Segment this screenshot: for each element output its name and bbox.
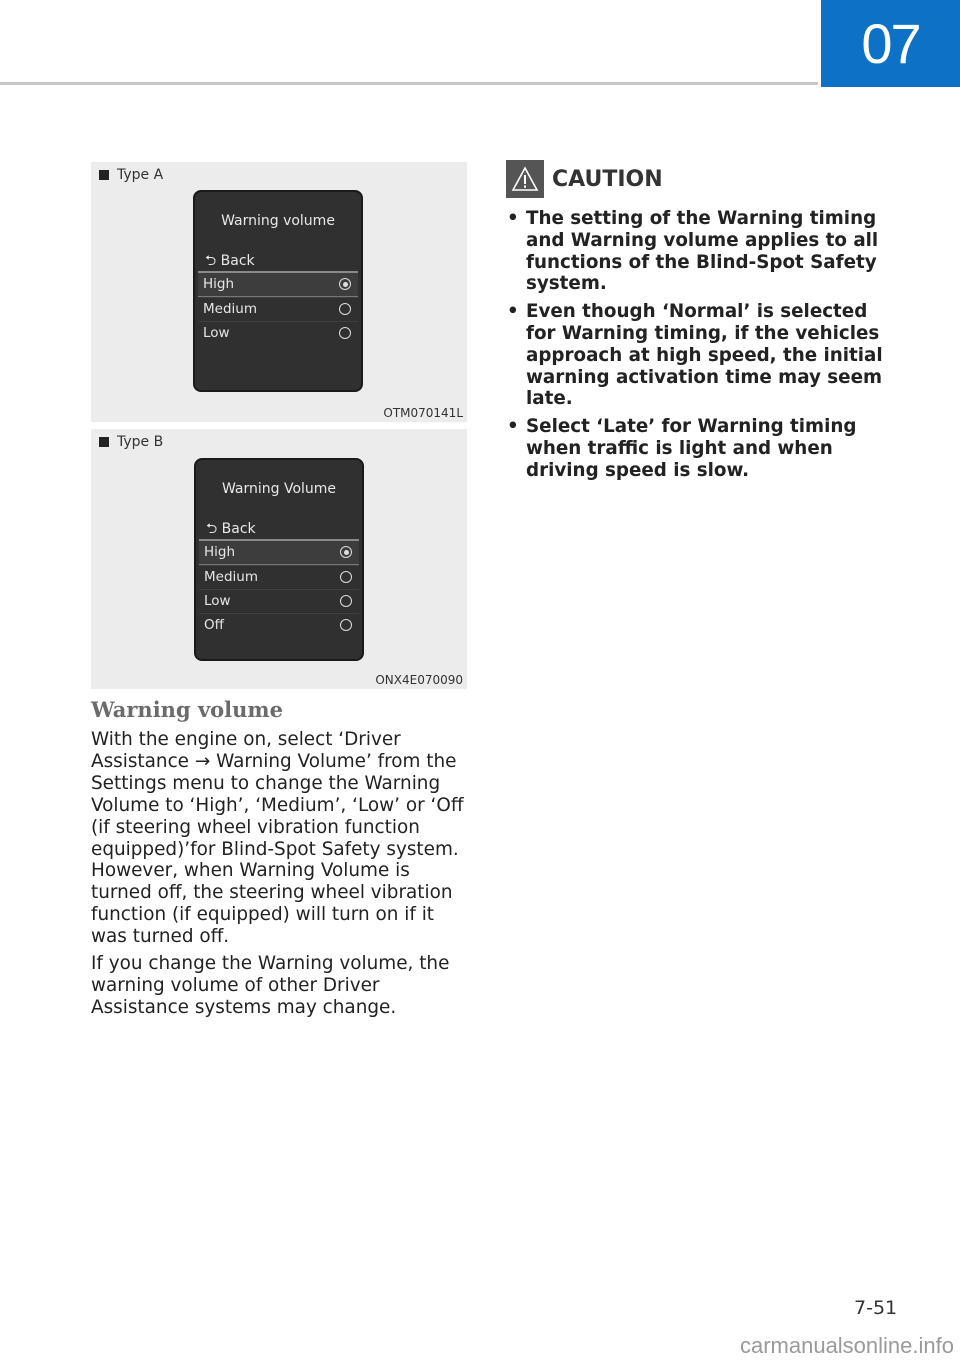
radio-empty-icon: [340, 619, 352, 631]
option-high: [199, 539, 359, 565]
figure-label-text: Type A: [117, 167, 164, 183]
option-low: [198, 321, 358, 345]
section-heading: Warning volume: [91, 697, 283, 722]
header-divider: [0, 82, 818, 85]
back-option: ⮌ Back: [205, 253, 255, 269]
option-label: Low: [204, 593, 231, 609]
screen-title: Warning Volume: [221, 481, 337, 497]
cluster-screen: [196, 460, 362, 659]
caution-title: CAUTION: [552, 166, 663, 192]
caution-item: • Even though ‘Normal’ is selected for Warning timing, if the vehicles approach at high speed, the initial warning activation time may seem late.: [506, 301, 886, 410]
square-bullet-icon: [99, 170, 109, 180]
radio-selected-icon: [340, 546, 352, 558]
back-option: ⮌ Back: [206, 521, 256, 537]
option-high: [198, 271, 358, 297]
figure-type-a: [91, 162, 467, 422]
option-list: [199, 539, 359, 637]
cluster-screen: [195, 192, 361, 390]
option-label: Medium: [203, 301, 257, 317]
option-label: High: [203, 276, 235, 292]
figure-type-b: [91, 429, 467, 689]
figure-label: [99, 434, 163, 450]
option-off: [199, 613, 359, 637]
caution-item: • The setting of the Warning timing and Warning volume applies to all functions of the Blind-Spot Safety system.: [506, 208, 886, 295]
option-label: High: [204, 544, 236, 560]
option-medium: [199, 565, 359, 589]
radio-selected-icon: [339, 278, 351, 290]
radio-empty-icon: [339, 327, 351, 339]
figure-code: OTM070141L: [383, 406, 463, 420]
option-low: [199, 589, 359, 613]
watermark: carmanualsonline.info: [739, 1333, 954, 1358]
option-list: [198, 271, 358, 345]
body-paragraph: If you change the Warning volume, the warning volume of other Driver Assistance systems may change.: [91, 953, 450, 1018]
caution-list: [506, 208, 886, 488]
warning-triangle-icon: [506, 160, 544, 198]
option-label: Off: [204, 617, 224, 633]
caution-item: • Select ‘Late’ for Warning timing when traffic is light and when driving speed is slow.: [506, 416, 886, 481]
body-paragraph: With the engine on, select ‘Driver Assistance → Warning Volume’ from the Settings menu to change the Warning Volume to ‘High’, ‘Medium’, ‘Low’ or ‘Off (if steering wheel vibration function equipped)’for Blind-Spot Safety system. However, when Warning Volume is turned off, the steering wheel vibration function (if equipped) will turn on if it was turned off.: [91, 729, 464, 948]
option-label: Low: [203, 325, 230, 341]
option-label: Medium: [204, 569, 258, 585]
figure-label-text: Type B: [117, 434, 164, 450]
radio-empty-icon: [340, 571, 352, 583]
figure-label: [99, 167, 163, 183]
page-number: 7-51: [854, 1297, 898, 1319]
radio-empty-icon: [339, 303, 351, 315]
figure-code: ONX4E070090: [375, 673, 463, 687]
screen-title: Warning volume: [221, 213, 335, 229]
radio-empty-icon: [340, 595, 352, 607]
caution-header: [506, 160, 663, 198]
square-bullet-icon: [99, 437, 109, 447]
chapter-tab: 07: [821, 0, 960, 87]
option-medium: [198, 297, 358, 321]
